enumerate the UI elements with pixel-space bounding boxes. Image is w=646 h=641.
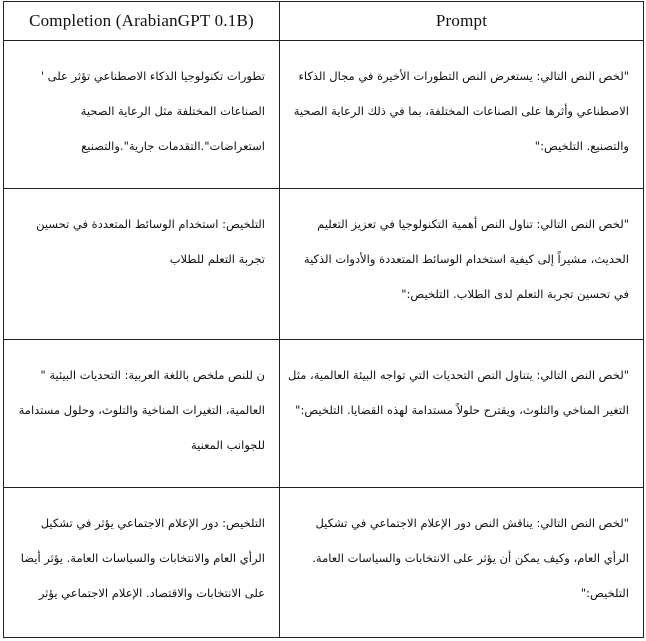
completion-cell: التلخيص: استخدام الوسائط المتعددة في تحسين تجربة التعلم للطلاب [4,188,280,340]
prompt-cell: "لخص النص التالي: يستعرض النص التطورات الأخيرة في مجال الذكاء الاصطناعي وأثرها على الصناعات المختلفة، بما في ذلك الرعاية الصحية والتصنيع. التلخيص:" [280,41,644,189]
table-header [4,2,644,41]
table-body [4,41,644,638]
table-row [4,488,644,638]
table-row [4,188,644,340]
table-row [4,41,644,189]
comparison-table [3,1,644,638]
prompt-cell: "لخص النص التالي: يناقش النص دور الإعلام الاجتماعي في تشكيل الرأي العام، وكيف يمكن أن يؤثر على الانتخابات والسياسات العامة. التلخيص:" [280,488,644,638]
completion-cell: تطورات تكنولوجيا الذكاء الاصطناعي تؤثر على ' الصناعات المختلفة مثل الرعاية الصحية استعراضات".التقدمات جارية".والتصنيع [4,41,280,189]
prompt-cell: "لخص النص التالي: يتناول النص التحديات التي تواجه البيئة العالمية، مثل التغير المناخي والتلوث، ويقترح حلولاً مستدامة لهذه القضايا. التلخيص:" [280,340,644,488]
header-completion: Completion (ArabianGPT 0.1B) [4,2,280,41]
prompt-cell: "لخص النص التالي: تناول النص أهمية التكنولوجيا في تعزيز التعليم الحديث، مشيراً إلى كيفية استخدام الوسائط المتعددة والأدوات الذكية في تحسين تجربة التعلم لدى الطلاب. التلخيص:" [280,188,644,340]
completion-cell: ن للنص ملخص باللغة العربية: التحديات البيئية " العالمية، التغيرات المناخية والتلوث، وحلول مستدامة للجوانب المعنية [4,340,280,488]
header-prompt: Prompt [280,2,644,41]
table-row [4,340,644,488]
header-row [4,2,644,41]
completion-cell: التلخيص: دور الإعلام الاجتماعي يؤثر في تشكيل الرأي العام والانتخابات والسياسات العامة. يؤثر أيضا على الانتخابات والاقتصاد. الإعلام الاجتماعي يؤثر [4,488,280,638]
